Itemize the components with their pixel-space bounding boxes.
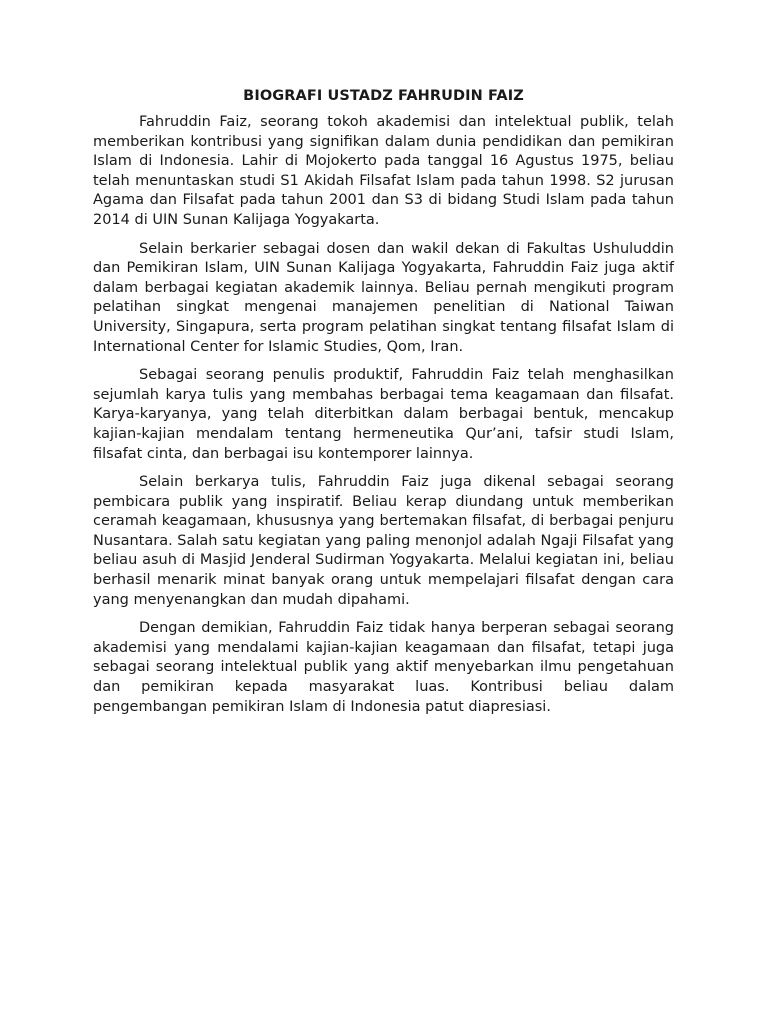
paragraph-public-speaking: Selain berkarya tulis, Fahruddin Faiz juga dikenal sebagai seorang pembicara publik yang inspiratif. Beliau kerap diundang untuk memberikan ceramah keagamaan, khususnya yang bertemakan filsafat, di berbagai penjuru Nusantara. Salah satu kegiatan yang paling menonjol adalah Ngaji Filsafat yang beliau asuh di Masjid Jenderal Sudirman Yogyakarta. Melalui kegiatan ini, beliau berhasil menarik minat banyak orang untuk mempelajari filsafat dengan cara yang menyenangkan dan mudah dipahami.: [93, 474, 674, 608]
paragraph-conclusion: Dengan demikian, Fahruddin Faiz tidak hanya berperan sebagai seorang akademisi yang mendalami kajian-kajian keagamaan dan filsafat, tetapi juga sebagai seorang intelektual publik yang aktif menyebarkan ilmu pengetahuan dan pemikiran kepada masyarakat luas. Kontribusi beliau dalam pengembangan pemikiran Islam di Indonesia patut diapresiasi.: [93, 620, 674, 715]
document-title: BIOGRAFI USTADZ FAHRUDIN FAIZ: [243, 88, 524, 104]
paragraph-writings: Sebagai seorang penulis produktif, Fahruddin Faiz telah menghasilkan sejumlah karya tulis yang membahas berbagai tema keagamaan dan filsafat. Karya-karyanya, yang telah diterbitkan dalam berbagai bentuk, mencakup kajian-kajian mendalam tentang hermeneutika Qur’ani, tafsir studi Islam, filsafat cinta, dan berbagai isu kontemporer lainnya.: [93, 367, 674, 462]
paragraph-intro: Fahruddin Faiz, seorang tokoh akademisi dan intelektual publik, telah memberikan kontribusi yang signifikan dalam dunia pendidikan dan pemikiran Islam di Indonesia. Lahir di Mojokerto pada tanggal 16 Agustus 1975, beliau telah menuntaskan studi S1 Akidah Filsafat Islam pada tahun 1998. S2 jurusan Agama dan Filsafat pada tahun 2001 dan S3 di bidang Studi Islam pada tahun 2014 di UIN Sunan Kalijaga Yogyakarta.: [93, 114, 674, 228]
paragraph-career: Selain berkarier sebagai dosen dan wakil dekan di Fakultas Ushuluddin dan Pemikiran Islam, UIN Sunan Kalijaga Yogyakarta, Fahruddin Faiz juga aktif dalam berbagai kegiatan akademik lainnya. Beliau pernah mengikuti program pelatihan singkat mengenai manajemen penelitian di National Taiwan University, Singapura, serta program pelatihan singkat tentang filsafat Islam di International Center for Islamic Studies, Qom, Iran.: [93, 240, 674, 355]
document-body: [93, 86, 674, 726]
